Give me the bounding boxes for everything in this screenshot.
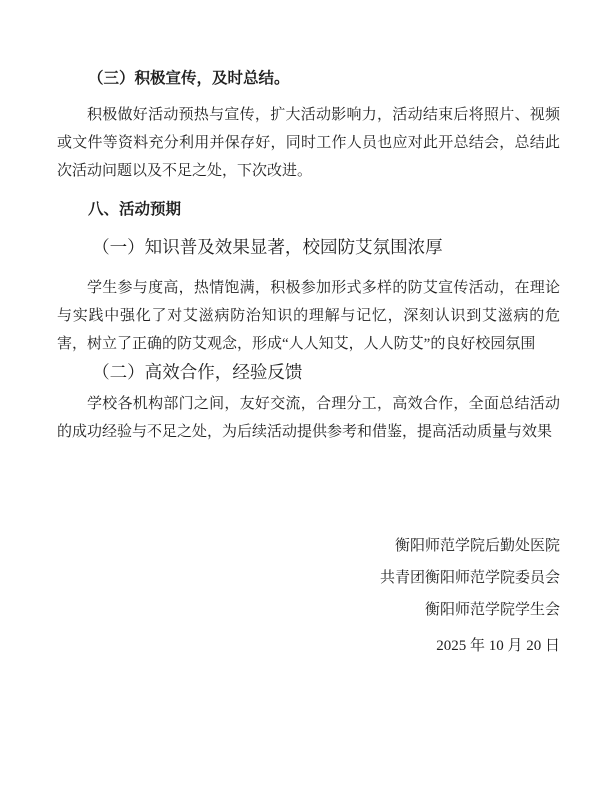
subsection-cooperation-paragraph: 学校各机构部门之间，友好交流，合理分工，高效合作，全面总结活动的成功经验与不足之处，为后续活动提供参考和借鉴，提高活动质量与效果 bbox=[57, 396, 560, 440]
section-conclusion-paragraph: 积极做好活动预热与宣传，扩大活动影响力，活动结束后将照片、视频或文件等资料充分利用并保存好，同时工作人员也应对此开总结会，总结此次活动问题以及不足之处，下次改进。 bbox=[57, 107, 560, 179]
signatory-youth-league: 共青团衡阳师范学院委员会 bbox=[379, 570, 560, 586]
signatory-student-union: 衡阳师范学院学生会 bbox=[424, 602, 560, 618]
section-expectation-heading: 八、活动预期 bbox=[88, 201, 182, 218]
section-conclusion-heading: （三）积极宣传，及时总结。 bbox=[88, 70, 290, 87]
signature-date: 2025 年 10 月 20 日 bbox=[436, 638, 560, 654]
signatory-hospital: 衡阳师范学院后勤处医院 bbox=[394, 538, 560, 554]
subsection-knowledge-paragraph: 学生参与度高，热情饱满，积极参加形式多样的防艾宣传活动，在理论与实践中强化了对艾滋病防治知识的理解与记忆，深刻认识到艾滋病的危害，树立了正确的防艾观念，形成“人人知艾，人人防艾”的良好校园氛围 bbox=[57, 280, 560, 352]
signature-block bbox=[57, 530, 560, 662]
subsection-cooperation-heading: （二）高效合作，经验反馈 bbox=[92, 362, 303, 382]
subsection-knowledge-heading: （一）知识普及效果显著，校园防艾氛围浓厚 bbox=[92, 237, 443, 257]
